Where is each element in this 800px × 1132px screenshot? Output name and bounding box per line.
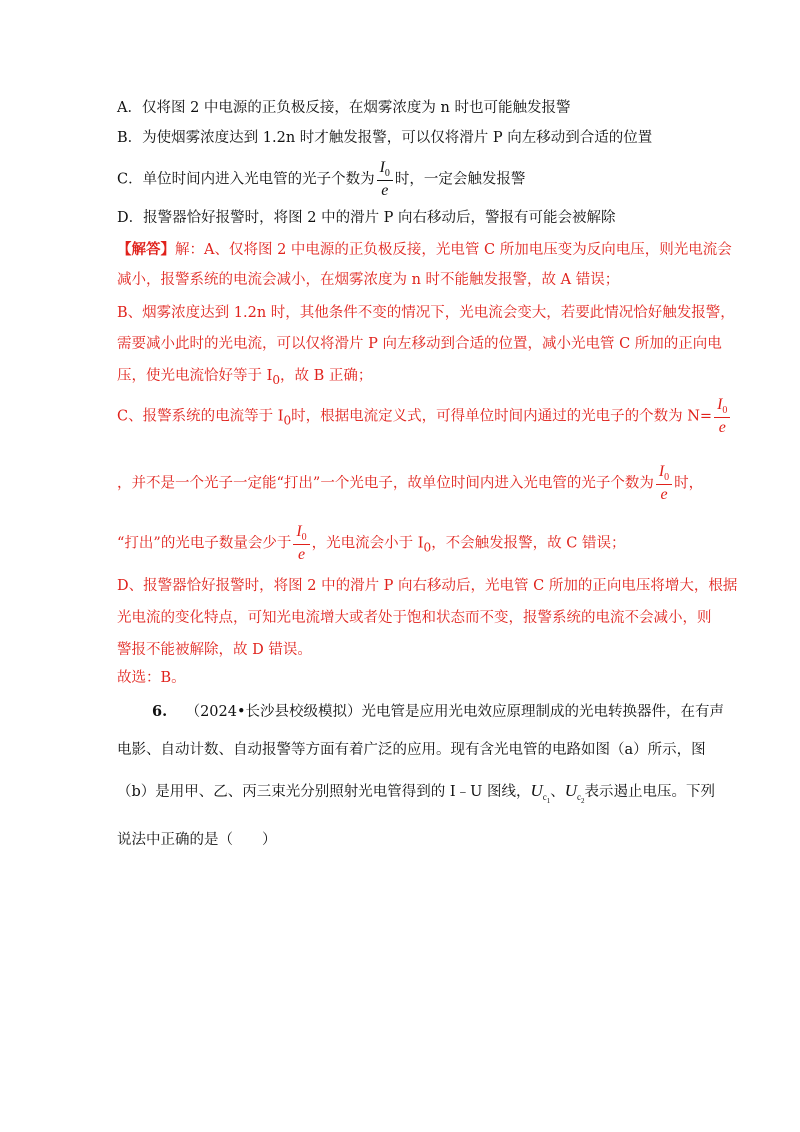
option-c xyxy=(117,160,525,199)
answer-line-b2: 需要减小此时的光电流，可以仅将滑片 P 向左移动到合适的位置，减小光电管 C 所加的正向电 xyxy=(117,336,722,352)
answer-line-a2: 减小，报警系统的电流会减小，在烟雾浓度为 n 时不能触发报警，故 A 错误； xyxy=(117,272,620,288)
question-6-line-2: 电影、自动计数、自动报警等方面有着广泛的应用。现有含光电管的电路如图（a）所示，图 xyxy=(117,742,706,758)
answer-line-c3: “打出”的光电子数量会少于 $\frac{I_0}{e}$ ，光电流会小于 $I_0$，不会触发报警，故 C 错误； xyxy=(117,523,626,564)
answer-line-d1: D、报警器恰好报警时，将图 2 中的滑片 P 向右移动后，光电管 C 所加的正向电压将增大，根据 xyxy=(117,578,738,594)
stopping-voltage-uc1: $U_{c_1}$ xyxy=(530,781,551,806)
answer-line-b3: 压，使光电流恰好等于 $I_0$，故 B 正确； xyxy=(117,368,373,387)
option-a: A．仅将图 2 中电源的正负极反接，在烟雾浓度为 n 时也可能触发报警 xyxy=(117,100,571,116)
fraction-i0-over-e: $\frac{I_0}{e}$ xyxy=(293,524,309,563)
question-6-line-1: 6. （2024•长沙县校级模拟）光电管是应用光电效应原理制成的光电转换器件，在有声 xyxy=(152,703,725,720)
option-c-text: C．单位时间内进入光电管的光子个数为 xyxy=(117,171,375,188)
fraction-i0-over-e: $\frac{I_0}{e}$ xyxy=(714,397,730,436)
fraction-i0-over-e: $\frac{I_0}{e}$ xyxy=(377,160,393,199)
question-6-line-4: 说法中正确的是（ ） xyxy=(117,832,277,848)
option-d: D．报警器恰好报警时，将图 2 中的滑片 P 向右移动后，警报有可能会被解除 xyxy=(117,210,616,226)
answer-line-d2: 光电流的变化特点，可知光电流增大或者处于饱和状态而不变，报警系统的电流不会减小，则 xyxy=(117,610,712,626)
answer-line-c1: C、报警系统的电流等于 $I_0$时，根据电流定义式，可得单位时间内通过的光电子的个数为 N= $\frac{I_0}{e}$ xyxy=(117,397,732,439)
fraction-i0-over-e: $\frac{I_0}{e}$ xyxy=(656,464,672,503)
option-b: B．为使烟雾浓度达到 1.2n 时才触发报警，可以仅将滑片 P 向左移动到合适的位置 xyxy=(117,130,653,146)
answer-line-a1: 【解答】解：A、仅将图 2 中电源的正负极反接，光电管 C 所加电压变为反向电压，则光电流会 xyxy=(117,241,732,258)
answer-line-d3: 警报不能被解除，故 D 错误。 xyxy=(117,642,312,658)
answer-label: 【解答】 xyxy=(117,241,175,258)
question-6-line-3: （b）是用甲、乙、丙三束光分别照射光电管得到的 I﹣U 图线，$U_{c_1}$、$U_{c_2}$表示遏止电压。下列 xyxy=(117,781,716,806)
question-number: 6. xyxy=(152,703,168,720)
answer-line-c2: ，并不是一个光子一定能“打出”一个光电子，故单位时间内进入光电管的光子个数为 $\frac{I_0}{e}$ 时， xyxy=(117,463,704,504)
answer-choice: 故选：B。 xyxy=(117,670,186,686)
answer-line-b1: B、烟雾浓度达到 1.2n 时，其他条件不变的情况下，光电流会变大，若要此情况恰好触发报警， xyxy=(117,305,735,321)
option-c-text-end: 时，一定会触发报警 xyxy=(394,171,526,188)
stopping-voltage-uc2: $U_{c_2}$ xyxy=(564,781,585,806)
